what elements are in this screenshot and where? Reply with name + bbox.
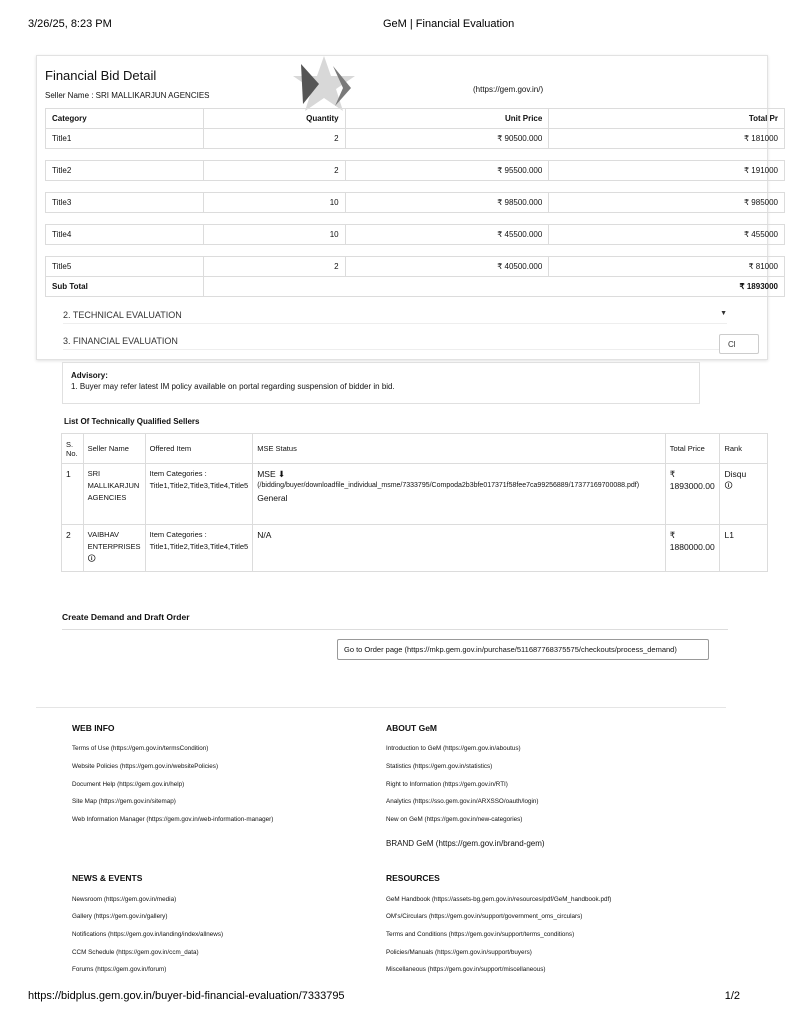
footer-divider — [36, 707, 726, 708]
print-footer — [28, 990, 740, 1006]
info-icon[interactable]: 🛈 — [87, 554, 96, 563]
footer-link[interactable]: OM's/Circulars (https://gem.gov.in/support/government_oms_circulars) — [386, 913, 583, 920]
financial-evaluation-accordion[interactable] — [63, 332, 727, 350]
print-datetime: 3/26/25, 8:23 PM — [28, 18, 112, 30]
table-row — [46, 225, 785, 245]
total-cell: ₹ 455000 — [549, 225, 785, 245]
info-icon[interactable]: 🛈 — [724, 481, 733, 490]
quantity-cell: 10 — [203, 193, 345, 213]
footer-link[interactable]: Forums (https://gem.gov.in/forum) — [72, 966, 167, 973]
sno-cell: 1 — [62, 464, 84, 525]
category-cell: Title4 — [46, 225, 204, 245]
unit-price-cell: ₹ 45500.000 — [345, 225, 549, 245]
unit-price-cell: ₹ 40500.000 — [345, 257, 549, 277]
download-icon[interactable]: ⬇ — [278, 469, 286, 479]
print-url: https://bidplus.gem.gov.in/buyer-bid-financial-evaluation/7333795 — [28, 990, 345, 1002]
mse-category: General — [257, 493, 288, 503]
footer-link[interactable]: Notifications (https://gem.gov.in/landing/index/allnews) — [72, 931, 224, 938]
gem-logo-icon — [289, 54, 359, 114]
footer-link[interactable]: Gallery (https://gem.gov.in/gallery) — [72, 913, 168, 920]
mse-cell — [253, 525, 666, 572]
total-cell: ₹ 985000 — [549, 193, 785, 213]
col-unit-price: Unit Price — [345, 109, 549, 129]
col-mse-status: MSE Status — [253, 434, 666, 464]
total-cell: ₹ 191000 — [549, 161, 785, 181]
footer-link[interactable]: New on GeM (https://gem.gov.in/new-categories) — [386, 816, 523, 823]
total-cell: ₹ 181000 — [549, 129, 785, 149]
footer-link[interactable]: Right to Information (https://gem.gov.in/RTI) — [386, 781, 508, 788]
quantity-cell: 2 — [203, 129, 345, 149]
footer-link[interactable]: Policies/Manuals (https://gem.gov.in/support/buyers) — [386, 949, 532, 956]
qualified-sellers-title: List Of Technically Qualified Sellers — [64, 417, 200, 426]
caret-down-icon: ▼ — [720, 310, 727, 317]
row-gap — [46, 181, 785, 193]
footer-link[interactable]: Terms and Conditions (https://gem.gov.in/support/terms_conditions) — [386, 931, 575, 938]
brand-gem-link[interactable]: BRAND GeM (https://gem.gov.in/brand-gem) — [386, 839, 545, 848]
financial-bid-table — [45, 108, 785, 297]
advisory-heading: Advisory: — [71, 371, 108, 380]
table-row — [46, 129, 785, 149]
footer-link[interactable]: Terms of Use (https://gem.gov.in/termsCondition) — [72, 745, 209, 752]
col-total-price: Total Pr — [549, 109, 785, 129]
table-header-row — [62, 434, 768, 464]
footer-link[interactable]: Website Policies (https://gem.gov.in/websitePolicies) — [72, 763, 219, 770]
go-to-order-button[interactable]: Go to Order page (https://mkp.gem.gov.in/purchase/511687768375575/checkouts/process_demand) — [337, 639, 709, 660]
row-gap — [46, 149, 785, 161]
create-demand-title: Create Demand and Draft Order — [62, 612, 190, 622]
mse-label: MSE — [257, 469, 276, 479]
col-category: Category — [46, 109, 204, 129]
rupee-symbol: ₹ — [669, 530, 676, 540]
divider — [62, 629, 728, 630]
print-page-number: 1/2 — [724, 990, 740, 1002]
web-info-title: WEB INFO — [72, 723, 115, 733]
unit-price-cell: ₹ 95500.000 — [345, 161, 549, 181]
footer-link[interactable]: Web Information Manager (https://gem.gov.in/web-information-manager) — [72, 816, 274, 823]
technical-evaluation-accordion[interactable] — [63, 306, 727, 324]
subtotal-row — [46, 277, 785, 297]
category-cell: Title3 — [46, 193, 204, 213]
footer-link[interactable]: GeM Handbook (https://assets-bg.gem.gov.in/resources/pdf/GeM_handbook.pdf) — [386, 896, 612, 903]
footer-link[interactable]: Site Map (https://gem.gov.in/sitemap) — [72, 798, 176, 805]
mse-cell — [253, 464, 666, 525]
col-seller-name: Seller Name — [83, 434, 145, 464]
modal-title: Financial Bid Detail — [45, 68, 157, 83]
print-header — [28, 18, 740, 34]
col-offered-item: Offered Item — [145, 434, 253, 464]
row-gap — [46, 213, 785, 225]
footer-link[interactable]: Introduction to GeM (https://gem.gov.in/aboutus) — [386, 745, 521, 752]
rank-cell: L1 — [720, 525, 768, 572]
price-value: 1893000.00 — [669, 481, 715, 491]
item-cell — [145, 464, 253, 525]
table-row — [46, 161, 785, 181]
seller-cell: SRI MALLIKARJUN AGENCIES — [83, 464, 145, 525]
mse-label: N/A — [257, 530, 272, 540]
accordion-label: 3. FINANCIAL EVALUATION — [63, 336, 178, 346]
rank-value: Disqu — [724, 469, 747, 479]
qualified-sellers-table — [61, 433, 768, 572]
sno-cell: 2 — [62, 525, 84, 572]
resources-title: RESOURCES — [386, 873, 440, 883]
seller-cell — [83, 525, 145, 572]
table-row — [62, 525, 768, 572]
price-value: 1880000.00 — [669, 542, 715, 552]
advisory-text: 1. Buyer may refer latest IM policy available on portal regarding suspension of bidder in bid. — [71, 382, 395, 391]
mse-document-link[interactable]: (/bidding/buyer/downloadfile_individual_msme/7333795/Compoda2b3bfe017371f58fee7ca99256889/17377169700088.pdf) — [257, 482, 640, 489]
print-page-title: GeM | Financial Evaluation — [383, 18, 515, 30]
item-label: Item Categories : — [149, 530, 207, 539]
table-row — [46, 257, 785, 277]
col-quantity: Quantity — [203, 109, 345, 129]
table-row — [46, 193, 785, 213]
row-gap — [46, 245, 785, 257]
unit-price-cell: ₹ 90500.000 — [345, 129, 549, 149]
footer-link[interactable]: Document Help (https://gem.gov.in/help) — [72, 781, 185, 788]
item-cell — [145, 525, 253, 572]
price-cell — [665, 525, 720, 572]
col-sno: S. No. — [62, 434, 84, 464]
financial-bid-modal — [36, 55, 778, 360]
category-cell: Title1 — [46, 129, 204, 149]
category-cell: Title2 — [46, 161, 204, 181]
footer-link[interactable]: Statistics (https://gem.gov.in/statistics) — [386, 763, 493, 770]
seller-name-text: VAIBHAV ENTERPRISES — [87, 530, 141, 551]
quantity-cell: 2 — [203, 161, 345, 181]
col-rank: Rank — [720, 434, 768, 464]
total-cell: ₹ 81000 — [549, 257, 785, 277]
table-header-row — [46, 109, 785, 129]
gem-home-link[interactable]: (https://gem.gov.in/) — [473, 85, 544, 94]
price-cell — [665, 464, 720, 525]
close-button[interactable]: Cl — [719, 334, 759, 354]
quantity-cell: 2 — [203, 257, 345, 277]
item-list: Title1,Title2,Title3,Title4,Title5 — [149, 481, 249, 490]
item-list: Title1,Title2,Title3,Title4,Title5 — [149, 542, 249, 551]
quantity-cell: 10 — [203, 225, 345, 245]
subtotal-value: ₹ 1893000 — [203, 277, 784, 297]
col-total-price: Total Price — [665, 434, 720, 464]
footer-link[interactable]: Analytics (https://sso.gem.gov.in/ARXSSO/oauth/login) — [386, 798, 539, 805]
subtotal-label: Sub Total — [46, 277, 204, 297]
about-gem-title: ABOUT GeM — [386, 723, 437, 733]
seller-name: Seller Name : SRI MALLIKARJUN AGENCIES — [45, 91, 210, 100]
footer-link[interactable]: Newsroom (https://gem.gov.in/media) — [72, 896, 177, 903]
news-events-title: NEWS & EVENTS — [72, 873, 143, 883]
footer-link[interactable]: CCM Schedule (https://gem.gov.in/ccm_data) — [72, 949, 199, 956]
footer-link[interactable]: Miscellaneous (https://gem.gov.in/support/miscellaneous) — [386, 966, 546, 973]
category-cell: Title5 — [46, 257, 204, 277]
advisory-box — [62, 362, 700, 404]
rupee-symbol: ₹ — [669, 469, 676, 479]
unit-price-cell: ₹ 98500.000 — [345, 193, 549, 213]
table-row — [62, 464, 768, 525]
item-label: Item Categories : — [149, 469, 207, 478]
accordion-label: 2. TECHNICAL EVALUATION — [63, 310, 182, 320]
rank-cell — [720, 464, 768, 525]
